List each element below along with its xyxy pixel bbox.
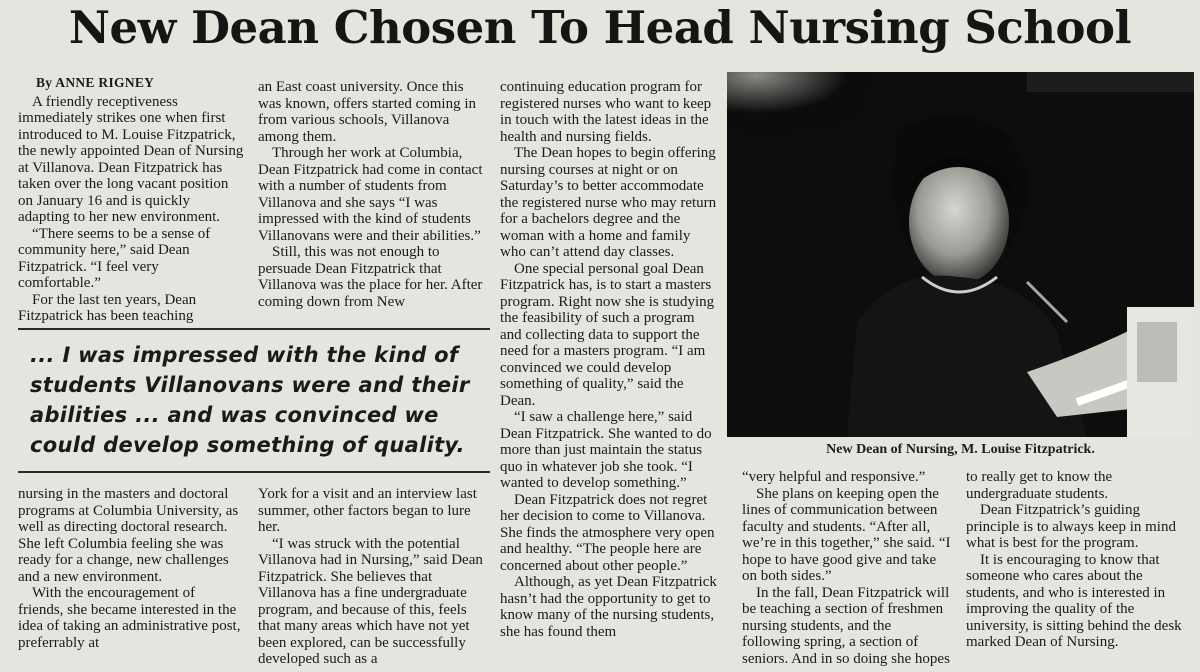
photo-caption: New Dean of Nursing, M. Louise Fitzpatrick. — [826, 442, 1095, 457]
paragraph: Although, as yet Dean Fitzpatrick hasn’t had the opportunity to get to know many of the nursing students, she has found them — [500, 574, 717, 640]
column-3 — [500, 79, 718, 640]
paragraph: Dean Fitzpatrick’s guiding principle is to always keep in mind what is best for the program. — [966, 502, 1176, 551]
column-5 — [966, 469, 1188, 651]
paragraph: A friendly receptiveness immediately strikes one when first introduced to M. Louise Fitzpatrick, the newly appointed Dean of Nursing at Villanova. Dean Fitzpatrick has taken over the long vacant position on January 16 and is quickly adapting to her new environment. — [18, 93, 244, 225]
column-2-bottom — [258, 486, 484, 668]
pull-quote-top-rule — [18, 328, 490, 330]
paragraph: “very helpful and responsive.” — [742, 469, 926, 485]
column-1-top — [18, 75, 244, 325]
paragraph: continuing education program for registered nurses who want to keep in touch with the latest ideas in the health and nursing fields. — [500, 79, 712, 145]
dean-photo — [727, 72, 1194, 437]
paragraph: It is encouraging to know that someone who cares about the students, and who is interested in improving the quality of the university, is sitting behind the desk marked Dean of Nursing. — [966, 551, 1182, 650]
paragraph: Still, this was not enough to persuade Dean Fitzpatrick that Villanova was the place for her. After coming down from New — [258, 244, 483, 310]
paragraph: With the encouragement of friends, she became interested in the idea of taking an administrative post, preferrably at — [18, 585, 241, 651]
paragraph: an East coast university. Once this was known, offers started coming in from various schools, Villanova among them. — [258, 79, 477, 145]
paragraph: For the last ten years, Dean Fitzpatrick has been teaching — [18, 291, 197, 324]
column-1-bottom — [18, 486, 244, 651]
pull-quote-bottom-rule — [18, 471, 490, 473]
byline: By ANNE RIGNEY — [36, 75, 155, 90]
paragraph: nursing in the masters and doctoral programs at Columbia University, as well as directing doctoral research. She left Columbia feeling she was ready for a change, new challenges and a new environment. — [18, 486, 239, 585]
column-2-top — [258, 79, 484, 310]
paragraph: “I saw a challenge here,” said Dean Fitzpatrick. She wanted to do more than just maintain the status quo in whatever job she took. “I wanted to develop something.” — [500, 409, 712, 491]
paragraph: She plans on keeping open the lines of communication between faculty and students. “After all, we’re in this together,” she said. “I hope to have good give and take on both sides.” — [742, 485, 951, 584]
portrait-illustration — [727, 72, 1194, 437]
paragraph: Through her work at Columbia, Dean Fitzpatrick had come in contact with a number of students from Villanova and she says “I was impressed with the kind of students Villanovans were and their abilities.” — [258, 145, 483, 244]
paragraph: The Dean hopes to begin offering nursing courses at night or on Saturday’s to better accommodate the registered nurse who may return for a bachelors degree and the woman with a home and family who can’t attend day classes. — [500, 145, 717, 260]
paragraph: One special personal goal Dean Fitzpatrick has, is to start a masters program. Right now she is studying the feasibility of such a program and collecting data to support the need for a masters program. “I am convinced we could develop something of quality,” said the Dean. — [500, 260, 715, 409]
paragraph: York for a visit and an interview last summer, other factors began to lure her. — [258, 486, 477, 535]
paragraph: to really get to know the undergraduate students. — [966, 469, 1113, 502]
paragraph: In the fall, Dean Fitzpatrick will be teaching a section of freshmen nursing students, and the following spring, a section of seniors. And in so doing she hopes — [742, 584, 950, 667]
paragraph: “There seems to be a sense of community here,” said Dean Fitzpatrick. “I feel very comfortable.” — [18, 225, 211, 291]
headline: New Dean Chosen To Head Nursing School — [68, 1, 1132, 54]
pull-quote: ... I was impressed with the kind of students Villanovans were and their abilities ... and was convinced we could develop something of quality. — [30, 343, 470, 457]
paragraph: “I was struck with the potential Villanova had in Nursing,” said Dean Fitzpatrick. She believes that Villanova has a fine undergraduate program, and because of this, feels that many areas which have not yet been explored, can be successfully developed such as a — [258, 535, 483, 667]
column-4 — [742, 469, 952, 667]
paragraph: Dean Fitzpatrick does not regret her decision to come to Villanova. She finds the atmosphere very open and healthy. “The people here are concerned about other people.” — [500, 491, 715, 574]
